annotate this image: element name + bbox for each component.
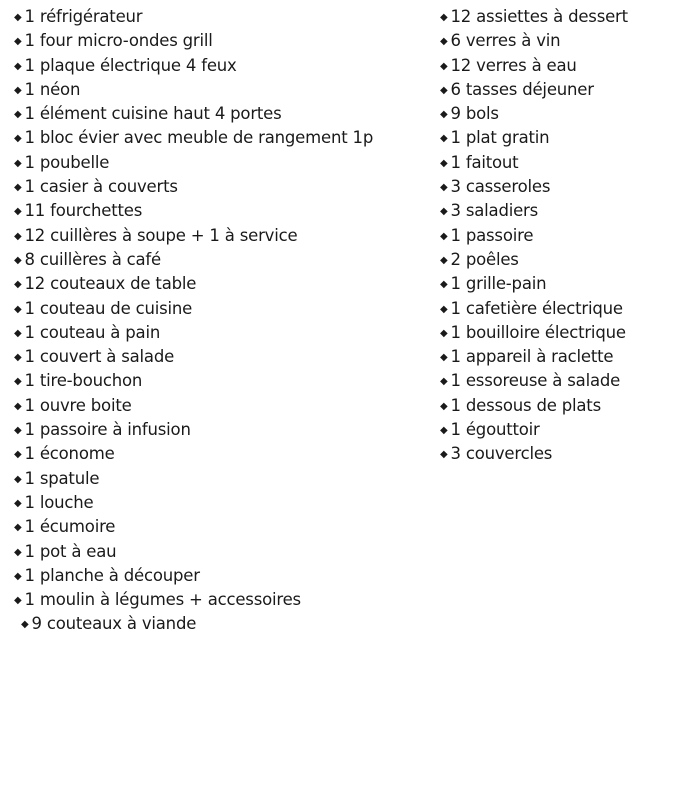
diamond-bullet-icon: ◆	[440, 60, 448, 72]
list-item	[14, 102, 429, 126]
list-item-label: 1 plaque électrique 4 feux	[24, 55, 237, 75]
list-item	[14, 345, 429, 369]
list-item-label: 9 couteaux à viande	[31, 614, 197, 634]
diamond-bullet-icon: ◆	[440, 327, 448, 339]
list-item	[440, 442, 680, 466]
list-item	[14, 175, 429, 199]
diamond-bullet-icon: ◆	[14, 133, 22, 145]
list-item-label: 1 ouvre boite	[24, 395, 132, 415]
diamond-bullet-icon: ◆	[440, 109, 448, 121]
list-item	[440, 321, 680, 345]
list-item	[14, 54, 429, 78]
list-item	[440, 199, 680, 223]
diamond-bullet-icon: ◆	[14, 60, 22, 72]
list-item-label: 12 assiettes à dessert	[450, 7, 628, 26]
list-item-label: 1 égouttoir	[450, 420, 540, 440]
list-item-label: 1 bloc évier avec meuble de rangement 1p	[24, 128, 374, 148]
list-item-label: 12 cuillères à soupe + 1 à service	[24, 225, 298, 245]
list-item	[14, 588, 429, 612]
diamond-bullet-icon: ◆	[14, 425, 22, 437]
diamond-bullet-icon: ◆	[14, 230, 22, 242]
list-item	[14, 78, 429, 102]
list-item	[440, 126, 680, 150]
diamond-bullet-icon: ◆	[14, 400, 22, 412]
list-item-label: 1 pot à eau	[24, 541, 117, 561]
diamond-bullet-icon: ◆	[14, 254, 22, 266]
list-item-label: 9 bols	[450, 104, 499, 124]
list-item	[14, 151, 429, 175]
list-item-label: 1 économe	[24, 444, 115, 464]
list-item-label: 1 plat gratin	[450, 128, 550, 148]
list-item-label: 1 bouilloire électrique	[450, 322, 626, 342]
list-item-label: 1 passoire à infusion	[24, 420, 191, 440]
list-item	[440, 224, 680, 248]
diamond-bullet-icon: ◆	[440, 303, 448, 315]
diamond-bullet-icon: ◆	[14, 595, 22, 607]
list-item	[14, 272, 429, 296]
list-item-label: 12 verres à eau	[450, 55, 577, 75]
list-item	[14, 467, 429, 491]
list-item-label: 3 casseroles	[450, 177, 551, 197]
list-item	[14, 394, 429, 418]
diamond-bullet-icon: ◆	[14, 570, 22, 582]
list-item	[14, 369, 429, 393]
diamond-bullet-icon: ◆	[440, 400, 448, 412]
diamond-bullet-icon: ◆	[440, 133, 448, 145]
diamond-bullet-icon: ◆	[440, 230, 448, 242]
diamond-bullet-icon: ◆	[14, 84, 22, 96]
list-item-label: 1 faitout	[450, 152, 519, 172]
list-item	[440, 78, 680, 102]
list-item	[14, 297, 429, 321]
inventory-column-right	[440, 5, 680, 467]
diamond-bullet-icon: ◆	[14, 497, 22, 509]
diamond-bullet-icon: ◆	[440, 182, 448, 194]
diamond-bullet-icon: ◆	[14, 376, 22, 388]
diamond-bullet-icon: ◆	[14, 546, 22, 558]
diamond-bullet-icon: ◆	[14, 522, 22, 534]
list-item	[440, 5, 680, 29]
list-item-label: 1 grille-pain	[450, 274, 547, 294]
list-item	[14, 564, 429, 588]
diamond-bullet-icon: ◆	[440, 376, 448, 388]
list-item-label: 6 verres à vin	[450, 31, 561, 51]
diamond-bullet-icon: ◆	[14, 12, 22, 23]
diamond-bullet-icon: ◆	[440, 157, 448, 169]
diamond-bullet-icon: ◆	[14, 206, 22, 218]
list-item-label: 1 four micro-ondes grill	[24, 31, 213, 51]
diamond-bullet-icon: ◆	[14, 157, 22, 169]
diamond-bullet-icon: ◆	[440, 12, 448, 23]
list-item	[14, 126, 429, 150]
list-item	[14, 491, 429, 515]
list-item	[440, 175, 680, 199]
list-item-label: 6 tasses déjeuner	[450, 79, 594, 99]
list-item	[440, 297, 680, 321]
list-item	[440, 272, 680, 296]
diamond-bullet-icon: ◆	[14, 303, 22, 315]
list-item-label: 1 couteau à pain	[24, 322, 161, 342]
diamond-bullet-icon: ◆	[21, 619, 29, 631]
diamond-bullet-icon: ◆	[440, 449, 448, 461]
diamond-bullet-icon: ◆	[14, 279, 22, 291]
list-item	[14, 224, 429, 248]
list-item-label: 1 couteau de cuisine	[24, 298, 193, 318]
list-item	[14, 540, 429, 564]
list-item-label: 1 écumoire	[24, 517, 116, 537]
list-item	[14, 5, 429, 29]
diamond-bullet-icon: ◆	[440, 279, 448, 291]
diamond-bullet-icon: ◆	[440, 206, 448, 218]
list-item-label: 8 cuillères à café	[24, 249, 161, 269]
list-item-label: 1 louche	[24, 492, 94, 512]
diamond-bullet-icon: ◆	[14, 327, 22, 339]
list-item	[440, 29, 680, 53]
list-item-label: 1 passoire	[450, 225, 534, 245]
list-item-label: 1 couvert à salade	[24, 347, 175, 367]
diamond-bullet-icon: ◆	[14, 182, 22, 194]
list-item-label: 1 tire-bouchon	[24, 371, 143, 391]
list-item-label: 11 fourchettes	[24, 201, 143, 221]
list-item-label: 1 élément cuisine haut 4 portes	[24, 104, 282, 124]
diamond-bullet-icon: ◆	[14, 449, 22, 461]
list-item-label: 1 moulin à légumes + accessoires	[24, 590, 301, 610]
list-item	[440, 248, 680, 272]
list-item	[14, 321, 429, 345]
list-item-label: 1 casier à couverts	[24, 177, 178, 197]
list-item	[440, 151, 680, 175]
diamond-bullet-icon: ◆	[440, 36, 448, 48]
list-item-label: 1 cafetière électrique	[450, 298, 623, 318]
list-item	[14, 442, 429, 466]
diamond-bullet-icon: ◆	[440, 425, 448, 437]
list-item	[440, 394, 680, 418]
list-item	[14, 199, 429, 223]
diamond-bullet-icon: ◆	[440, 254, 448, 266]
list-item-label: 12 couteaux de table	[24, 274, 197, 294]
list-item-label: 1 planche à découper	[24, 565, 200, 585]
list-item	[14, 248, 429, 272]
diamond-bullet-icon: ◆	[14, 36, 22, 48]
list-item	[14, 612, 429, 636]
list-item-label: 1 réfrigérateur	[24, 7, 143, 26]
list-item-label: 3 saladiers	[450, 201, 539, 221]
diamond-bullet-icon: ◆	[14, 473, 22, 485]
list-item-label: 1 poubelle	[24, 152, 110, 172]
diamond-bullet-icon: ◆	[440, 84, 448, 96]
inventory-column-left	[14, 5, 429, 637]
list-item-label: 1 essoreuse à salade	[450, 371, 621, 391]
list-item-label: 3 couvercles	[450, 444, 553, 464]
diamond-bullet-icon: ◆	[14, 352, 22, 364]
list-item	[440, 418, 680, 442]
diamond-bullet-icon: ◆	[14, 109, 22, 121]
list-item	[440, 102, 680, 126]
list-item	[440, 345, 680, 369]
list-item	[14, 418, 429, 442]
list-item-label: 1 appareil à raclette	[450, 347, 614, 367]
list-item-label: 1 dessous de plats	[450, 395, 601, 415]
list-item	[440, 369, 680, 393]
list-item	[14, 515, 429, 539]
list-item	[14, 29, 429, 53]
list-item-label: 2 poêles	[450, 249, 519, 269]
list-item-label: 1 spatule	[24, 468, 100, 488]
diamond-bullet-icon: ◆	[440, 352, 448, 364]
list-item-label: 1 néon	[24, 79, 81, 99]
list-item	[440, 54, 680, 78]
